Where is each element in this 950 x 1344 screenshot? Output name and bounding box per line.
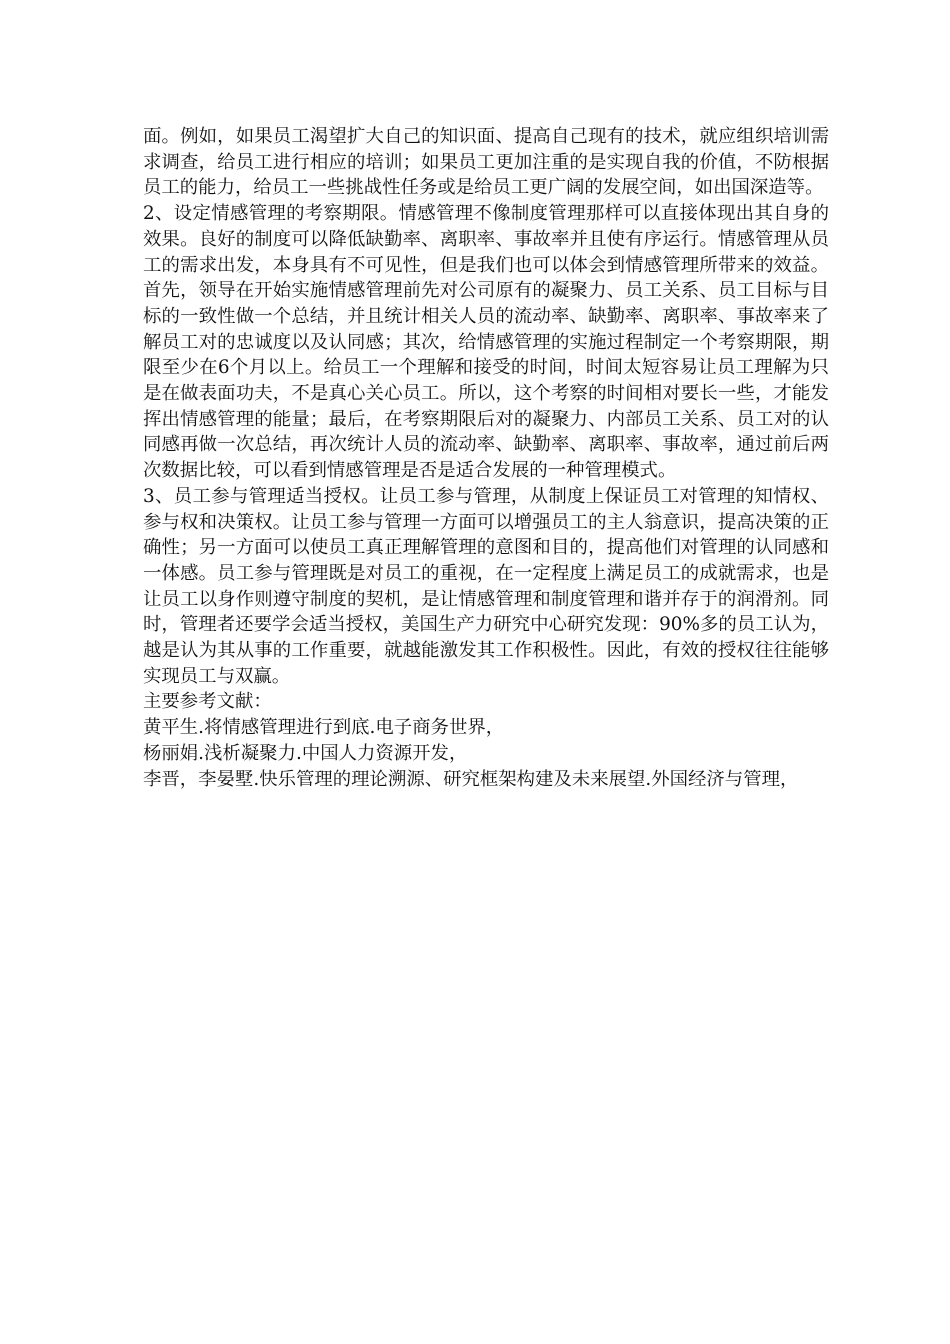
paragraph-intro: 面。例如，如果员工渴望扩大自己的知识面、提高自己现有的技术，就应组织培训需求调查，给员工进行相应的培训；如果员工更加注重的是实现自我的价值，不防根据员工的能力，给员工一些挑战性任务或是给员工更广阔的发展空间，如出国深造等。 (143, 126, 829, 199)
references-heading: 主要参考文献： (143, 691, 272, 713)
reference-item: 黄平生.将情感管理进行到底.电子商务世界， (143, 717, 505, 739)
reference-list (143, 715, 829, 792)
document-body (143, 124, 829, 792)
paragraph-assessment-period: 2、设定情感管理的考察期限。情感管理不像制度管理那样可以直接体现出其自身的效果。良好的制度可以降低缺勤率、离职率、事故率并且使有序运行。情感管理从员工的需求出发，本身具有不可见性，但是我们也可以体会到情感管理所带来的效益。首先，领导在开始实施情感管理前先对公司原有的凝聚力、员工关系、员工目标与目标的一致性做一个总结，并且统计相关人员的流动率、缺勤率、离职率、事故率来了解员工对的忠诚度以及认同感；其次，给情感管理的实施过程制定一个考察期限，期限至少在6个月以上。给员工一个理解和接受的时间，时间太短容易让员工理解为只是在做表面功夫，不是真心关心员工。所以，这个考察的时间相对要长一些，才能发挥出情感管理的能量；最后，在考察期限后对的凝聚力、内部员工关系、员工对的认同感再做一次总结，再次统计人员的流动率、缺勤率、离职率、事故率，通过前后两次数据比较，可以看到情感管理是否是适合发展的一种管理模式。 (143, 203, 829, 482)
reference-item: 李晋，李晏墅.快乐管理的理论溯源、研究框架构建及未来展望.外国经济与管理， (143, 768, 799, 790)
paragraph-participation: 3、员工参与管理适当授权。让员工参与管理，从制度上保证员工对管理的知情权、参与权和决策权。让员工参与管理一方面可以增强员工的主人翁意识，提高决策的正确性；另一方面可以使员工真正理解管理的意图和目的，提高他们对管理的认同感和一体感。员工参与管理既是对员工的重视，在一定程度上满足员工的成就需求，也是让员工以身作则遵守制度的契机，是让情感管理和制度管理和谐并存于的润滑剂。同时，管理者还要学会适当授权，美国生产力研究中心研究发现：90%多的员工认为，越是认为其从事的工作重要，就越能激发其工作积极性。因此，有效的授权往往能够实现员工与双赢。 (143, 485, 829, 687)
reference-item: 杨丽娟.浅析凝聚力.中国人力资源开发， (143, 742, 468, 764)
